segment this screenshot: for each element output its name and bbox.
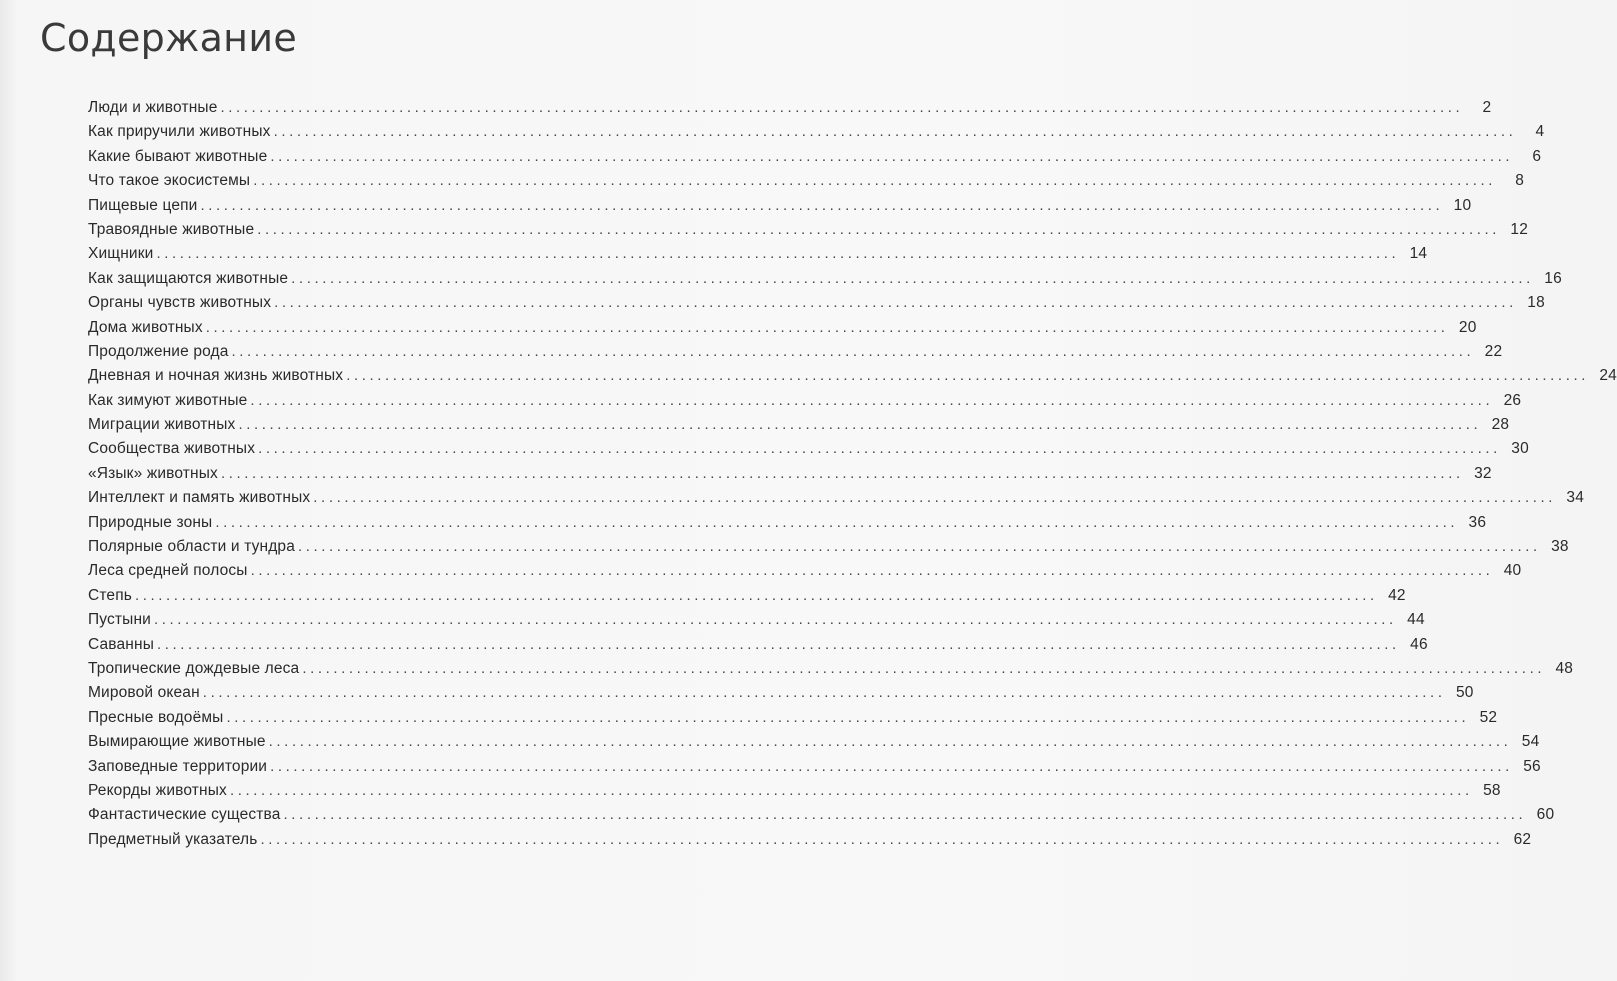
dot-leader: ................................................................................................................................................................	[226, 708, 1470, 726]
toc-entry-label: Что такое экосистемы	[88, 172, 251, 190]
toc-entry-label: Заповедные территории	[88, 757, 268, 775]
dot-leader: ................................................................................................................................................................	[156, 635, 1400, 653]
toc-entry-label: Леса средней полосы	[88, 562, 248, 580]
dot-leader: ................................................................................................................................................................	[346, 367, 1589, 385]
toc-entry-label: Как приручили животных	[88, 123, 271, 141]
toc-entry-label: Мировой океан	[88, 684, 200, 702]
toc-entry-label: Травоядные животные	[88, 220, 255, 238]
dot-leader: ................................................................................................................................................................	[253, 172, 1497, 190]
dot-leader: ................................................................................................................................................................	[257, 220, 1501, 238]
toc-entry	[88, 120, 1545, 144]
toc-entry	[88, 730, 1540, 754]
toc-entry-page-number: 22	[1484, 342, 1503, 360]
dot-leader: ................................................................................................................................................................	[274, 294, 1517, 312]
table-of-contents	[88, 96, 1617, 852]
toc-entry-page-number: 34	[1566, 489, 1585, 507]
toc-entry	[88, 462, 1492, 486]
toc-entry	[88, 657, 1574, 681]
dot-leader: ................................................................................................................................................................	[291, 269, 1534, 287]
toc-entry	[88, 755, 1541, 779]
toc-entry	[88, 169, 1525, 193]
toc-entry-label: Пустыни	[88, 611, 151, 629]
toc-entry-page-number: 42	[1388, 586, 1406, 604]
toc-entry	[88, 145, 1542, 169]
toc-entry	[88, 633, 1428, 657]
toc-entry-label: Интеллект и память животных	[88, 489, 311, 507]
toc-entry-label: Степь	[88, 586, 132, 604]
toc-entry-label: Как защищаются животные	[88, 269, 289, 287]
toc-entry	[88, 413, 1510, 437]
toc-entry-page-number: 18	[1527, 294, 1545, 312]
dot-leader: ................................................................................................................................................................	[268, 733, 1512, 751]
toc-entry-page-number: 12	[1510, 220, 1529, 238]
toc-entry-label: Рекорды животных	[88, 781, 227, 799]
toc-entry-label: Миграции животных	[88, 416, 236, 434]
toc-entry-page-number: 30	[1511, 440, 1529, 458]
toc-entry	[88, 194, 1472, 218]
toc-entry-label: Вымирающие животные	[88, 733, 266, 751]
dot-leader: ................................................................................................................................................................	[273, 123, 1517, 141]
toc-entry-label: Какие бывают животные	[88, 147, 268, 165]
toc-entry-page-number: 4	[1535, 123, 1545, 141]
toc-entry-page-number: 20	[1458, 318, 1477, 336]
toc-entry	[88, 681, 1474, 705]
dot-leader: ................................................................................................................................................................	[200, 196, 1444, 214]
dot-leader: ................................................................................................................................................................	[220, 99, 1464, 116]
toc-entry-page-number: 32	[1474, 464, 1492, 482]
dot-leader: ................................................................................................................................................................	[297, 538, 1541, 556]
dot-leader: ................................................................................................................................................................	[250, 391, 1494, 409]
toc-entry-page-number: 38	[1551, 538, 1569, 556]
dot-leader: ................................................................................................................................................................	[250, 562, 1494, 580]
toc-entry-label: Саванны	[88, 635, 154, 653]
toc-entry-page-number: 54	[1521, 733, 1540, 751]
toc-entry-label: Продолжение рода	[88, 342, 229, 360]
toc-entry-page-number: 50	[1455, 684, 1474, 702]
toc-entry-label: «Язык» животных	[88, 464, 218, 482]
toc-entry	[88, 828, 1532, 852]
toc-entry-page-number: 36	[1468, 513, 1487, 531]
toc-entry-page-number: 26	[1503, 391, 1522, 409]
toc-entry-label: Дневная и ночная жизнь животных	[88, 367, 344, 385]
toc-entry-page-number: 28	[1491, 416, 1510, 434]
toc-entry	[88, 389, 1522, 413]
toc-entry	[88, 242, 1428, 266]
toc-entry	[88, 267, 1562, 291]
toc-entry	[88, 340, 1503, 364]
toc-entry	[88, 779, 1501, 803]
toc-entry	[88, 608, 1425, 632]
dot-leader: ................................................................................................................................................................	[202, 684, 1446, 702]
dot-leader: ................................................................................................................................................................	[313, 489, 1557, 507]
toc-entry-label: Предметный указатель	[88, 830, 258, 848]
toc-entry	[88, 364, 1617, 388]
toc-entry-label: Тропические дождевые леса	[88, 659, 300, 677]
dot-leader: ................................................................................................................................................................	[270, 147, 1514, 165]
toc-entry-label: Хищники	[88, 245, 154, 263]
dot-leader: ................................................................................................................................................................	[134, 586, 1378, 604]
toc-entry-label: Пищевые цепи	[88, 196, 198, 214]
toc-entry-page-number: 6	[1532, 147, 1542, 165]
toc-entry	[88, 559, 1522, 583]
toc-entry	[88, 437, 1529, 461]
page-title: Содержание	[40, 16, 297, 60]
toc-entry	[88, 584, 1406, 608]
dot-leader: ................................................................................................................................................................	[260, 830, 1504, 848]
toc-entry-page-number: 58	[1483, 781, 1501, 799]
toc-entry	[88, 803, 1555, 827]
toc-entry	[88, 96, 1492, 120]
toc-entry-page-number: 16	[1544, 269, 1562, 287]
toc-entry-page-number: 2	[1482, 99, 1492, 116]
toc-entry	[88, 218, 1529, 242]
toc-entry	[88, 706, 1498, 730]
toc-entry-page-number: 60	[1536, 806, 1555, 824]
dot-leader: ................................................................................................................................................................	[238, 416, 1482, 434]
toc-entry	[88, 291, 1545, 315]
toc-entry-label: Пресные водоёмы	[88, 708, 224, 726]
toc-entry-page-number: 48	[1555, 659, 1574, 677]
dot-leader: ................................................................................................................................................................	[215, 513, 1459, 531]
toc-entry-page-number: 46	[1410, 635, 1428, 653]
toc-entry	[88, 316, 1477, 340]
toc-entry-page-number: 14	[1409, 245, 1428, 263]
toc-entry-page-number: 24	[1599, 367, 1617, 385]
dot-leader: ................................................................................................................................................................	[302, 659, 1546, 677]
toc-entry-label: Полярные области и тундра	[88, 538, 295, 556]
dot-leader: ................................................................................................................................................................	[229, 781, 1473, 799]
toc-entry	[88, 535, 1569, 559]
toc-entry	[88, 486, 1585, 510]
toc-entry-page-number: 62	[1513, 830, 1532, 848]
toc-entry	[88, 511, 1487, 535]
toc-entry-label: Дома животных	[88, 318, 203, 336]
toc-entry-page-number: 8	[1515, 172, 1525, 190]
toc-entry-page-number: 40	[1503, 562, 1522, 580]
toc-entry-label: Люди и животные	[88, 99, 218, 116]
dot-leader: ................................................................................................................................................................	[283, 806, 1527, 824]
dot-leader: ................................................................................................................................................................	[153, 611, 1397, 629]
toc-entry-page-number: 56	[1523, 757, 1541, 775]
dot-leader: ................................................................................................................................................................	[156, 245, 1400, 263]
toc-entry-label: Фантастические существа	[88, 806, 281, 824]
dot-leader: ................................................................................................................................................................	[205, 318, 1449, 336]
dot-leader: ................................................................................................................................................................	[220, 464, 1464, 482]
toc-entry-label: Органы чувств животных	[88, 294, 272, 312]
dot-leader: ................................................................................................................................................................	[258, 440, 1501, 458]
toc-entry-label: Природные зоны	[88, 513, 213, 531]
toc-entry-page-number: 10	[1453, 196, 1472, 214]
toc-entry-page-number: 44	[1407, 611, 1425, 629]
toc-entry-label: Как зимуют животные	[88, 391, 248, 409]
toc-entry-page-number: 52	[1479, 708, 1498, 726]
toc-entry-label: Сообщества животных	[88, 440, 256, 458]
dot-leader: ................................................................................................................................................................	[231, 342, 1475, 360]
dot-leader: ................................................................................................................................................................	[270, 757, 1513, 775]
